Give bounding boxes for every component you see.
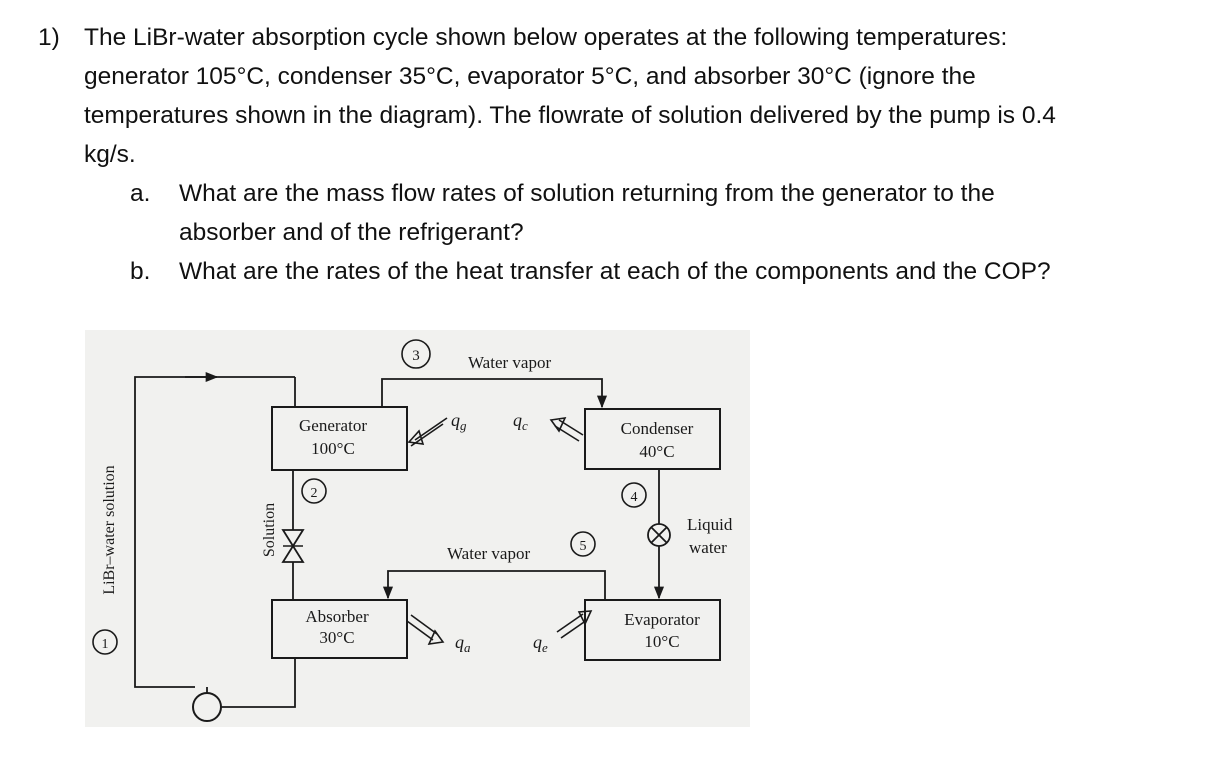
question-number: 1) (38, 24, 60, 51)
condenser-temp: 40°C (639, 442, 675, 461)
evaporator-label: Evaporator (624, 610, 700, 629)
water-vapor-label-top: Water vapor (468, 353, 552, 372)
problem-line: The LiBr-water absorption cycle shown below operates at the following temperatures: (84, 24, 1008, 51)
problem-text (84, 18, 1218, 174)
problem-line: temperatures shown in the diagram). The flowrate of solution delivered by the pump is 0.4 (84, 102, 1056, 129)
part-line: What are the rates of the heat transfer at each of the components and the COP? (179, 258, 1051, 285)
absorber-label: Absorber (305, 607, 369, 626)
solution-label: Solution (261, 502, 278, 558)
heat-arrow-qg (409, 418, 447, 446)
part-a (130, 174, 1218, 252)
absorber-temp: 30°C (319, 628, 355, 647)
liquid-label: Liquid (687, 515, 733, 534)
condenser-label: Condenser (620, 419, 694, 438)
state-point-4-label: 4 (630, 490, 638, 505)
water-vapor-line-mid (388, 571, 605, 600)
generator-label: Generator (299, 416, 367, 435)
absorber-to-pump-line (221, 658, 295, 707)
part-line: absorber and of the refrigerant? (179, 219, 524, 246)
state-point-5-label: 5 (579, 539, 587, 554)
problem-line: kg/s. (84, 141, 136, 168)
problem-statement (38, 18, 1218, 291)
water-vapor-line-top (382, 379, 602, 407)
heat-arrow-qc (551, 418, 583, 441)
part-letter: a. (130, 180, 151, 207)
heat-arrow-qa (407, 615, 443, 644)
water-label: water (689, 538, 727, 557)
part-line: What are the mass flow rates of solution returning from the generator to the (179, 180, 995, 207)
generator-temp: 100°C (311, 439, 355, 458)
problem-line: generator 105°C, condenser 35°C, evaporator 5°C, and absorber 30°C (ignore the (84, 63, 976, 90)
qe-symbol: $q_e$ (533, 632, 548, 655)
qa-symbol: $q_a$ (455, 632, 471, 655)
diagram-svg (85, 330, 750, 727)
libr-solution-line (135, 377, 272, 687)
pump-icon (193, 693, 221, 721)
libr-water-solution-label: LiBr–water solution (101, 465, 118, 595)
qc-symbol: $q_c$ (513, 410, 528, 433)
state-point-3-label: 3 (412, 348, 420, 364)
state-point-1-label: 1 (101, 637, 109, 652)
part-b (130, 252, 1218, 291)
state-point-2-label: 2 (310, 486, 318, 501)
qg-symbol: $q_g$ (451, 410, 467, 433)
part-letter: b. (130, 258, 151, 285)
water-vapor-label-mid: Water vapor (447, 544, 531, 563)
absorption-cycle-diagram (85, 330, 750, 727)
evaporator-box (585, 600, 720, 660)
evaporator-temp: 10°C (644, 632, 680, 651)
